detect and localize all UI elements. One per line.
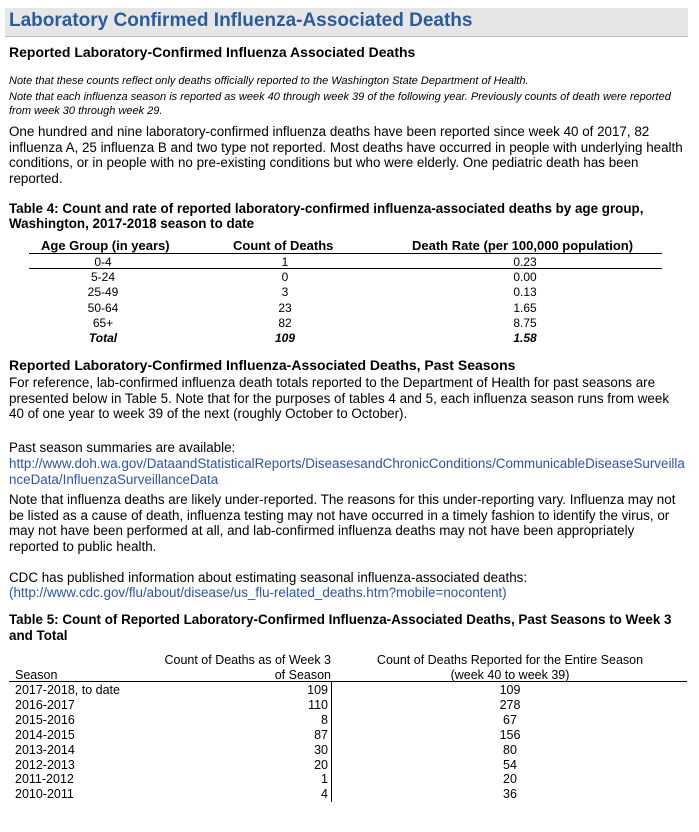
past-summaries-label: Past season summaries are available: <box>9 440 236 455</box>
table5-cell-season: 2014-2015 <box>15 727 75 742</box>
table4-cell-age: 25-49 <box>87 285 119 300</box>
table4-cell-age: 0-4 <box>94 255 112 269</box>
table5-cell-total: 67 <box>503 712 517 727</box>
table4-header-age: Age Group (in years) <box>41 238 170 253</box>
table5-cell-season: 2013-2014 <box>15 742 75 757</box>
section2-heading: Reported Laboratory-Confirmed Influenza-Associated Deaths, Past Seasons <box>9 357 516 373</box>
table5-column-divider <box>331 682 332 802</box>
under-reporting-paragraph: Note that influenza deaths are likely under-reported. The reasons for this under-reporting vary. Influenza may not be listed as a cause of death, influenza testing may not have occurred in a timely fashion to identify the virus, or may not have been performed at all, and lab-confirmed influenza deaths may not have been appropriately reported to public health. <box>9 492 676 554</box>
table5-header-rule <box>9 681 687 682</box>
table5-caption: Table 5: Count of Reported Laboratory-Confirmed Influenza-Associated Deaths, Past Seasons to Week 3 and Total <box>9 612 672 643</box>
section1-heading: Reported Laboratory-Confirmed Influenza Associated Deaths <box>9 44 416 60</box>
table4-cell-count: 109 <box>274 331 296 345</box>
table5-cell-season: 2011-2012 <box>15 772 74 787</box>
table5-cell-week3: 109 <box>307 683 328 697</box>
table4-header-count: Count of Deaths <box>233 238 334 253</box>
table4-cell-count: 1 <box>281 255 289 269</box>
table4-header-rate: Death Rate (per 100,000 population) <box>412 238 634 253</box>
table5-cell-total: 80 <box>503 742 517 757</box>
table5-cell-total: 36 <box>503 787 517 802</box>
page-title-bar <box>5 8 688 37</box>
table5-cell-season: 2012-2013 <box>15 757 75 772</box>
table4-cell-rate: 0.13 <box>513 285 537 300</box>
table5-cell-total: 20 <box>503 772 517 787</box>
table5-cell-week3: 4 <box>321 787 328 802</box>
table4-cell-count: 23 <box>278 300 292 315</box>
table5-cell-week3: 30 <box>314 742 328 757</box>
table4-cell-count: 82 <box>278 315 292 330</box>
table5-header-total-line1: Count of Deaths Reported for the Entire Season <box>376 653 644 667</box>
table5-cell-week3: 1 <box>321 772 328 787</box>
reference-paragraph: For reference, lab-confirmed influenza death totals reported to the Department of Health for past seasons are presented below in Table 5. Note that for the purposes of tables 4 and 5, each influenza season runs from week 40 of one year to week 39 of the next (roughly October to October). <box>9 375 670 422</box>
table4-cell-age: 65+ <box>92 315 114 330</box>
table4-cell-age: Total <box>88 331 118 345</box>
table5-cell-week3: 110 <box>308 697 328 712</box>
table4-cell-rate: 8.75 <box>513 315 537 330</box>
table5-cell-total: 109 <box>499 683 521 697</box>
table5-cell-week3: 87 <box>314 727 328 742</box>
table5-cell-week3: 20 <box>314 757 328 772</box>
cdc-link[interactable]: (http://www.cdc.gov/flu/about/disease/us_flu-related_deaths.htm?mobile=nocontent) <box>9 585 507 600</box>
summary-paragraph: One hundred and nine laboratory-confirmed influenza deaths have been reported since week 40 of 2017, 82 influenza A, 25 influenza B and two type not reported. Most deaths have occurred in people with underlying health conditions, or in people with no pre-existing conditions but who were elderly. One pediatric death has been reported. <box>9 124 683 186</box>
table5-cell-season: 2017-2018, to date <box>15 683 120 697</box>
table4-header-rule <box>29 253 662 254</box>
table4-cell-rate: 1.58 <box>513 331 537 345</box>
table5-header-season: Season <box>15 668 58 682</box>
table4-cell-count: 3 <box>281 285 289 300</box>
table5-header-total-line2: (week 40 to week 39) <box>450 668 570 682</box>
table5-cell-total: 54 <box>503 757 517 772</box>
table4-cell-rate: 0.00 <box>513 270 537 285</box>
table5-cell-season: 2016-2017 <box>15 697 75 712</box>
table5-cell-total: 278 <box>499 697 521 712</box>
page-title: Laboratory Confirmed Influenza-Associated Deaths <box>9 10 473 31</box>
table4-cell-age: 5-24 <box>90 270 116 285</box>
table5-cell-week3: 8 <box>321 712 328 727</box>
table4-cell-count: 0 <box>281 270 289 285</box>
past-summaries-link[interactable]: http://www.doh.wa.gov/DataandStatisticalReports/DiseasesandChronicConditions/CommunicableDiseaseSurveillanceData/InfluenzaSurveillanceData <box>9 456 685 487</box>
table5-header-week3-line1: Count of Deaths as of Week 3 <box>164 653 331 667</box>
table5-cell-season: 2015-2016 <box>15 712 75 727</box>
note-reporting: Note that these counts reflect only deaths officially reported to the Washington State Department of Health. <box>9 75 529 87</box>
table4-caption: Table 4: Count and rate of reported laboratory-confirmed influenza-associated deaths by age group, Washington, 2017-2018 season to date <box>9 201 644 231</box>
table5-cell-season: 2010-2011 <box>15 787 74 802</box>
table4-cell-age: 50-64 <box>87 300 119 315</box>
cdc-text: CDC has published information about estimating seasonal influenza-associated deaths: <box>9 570 528 585</box>
note-season-weeks: Note that each influenza season is reported as week 40 through week 39 of the following year. Previously counts of death were reported from week 30 through week 29. <box>9 91 671 117</box>
table4-cell-rate: 0.23 <box>513 255 537 269</box>
table5-cell-total: 156 <box>499 727 521 742</box>
table5-header-week3-line2: of Season <box>274 668 331 682</box>
table4-cell-rate: 1.65 <box>513 300 537 315</box>
